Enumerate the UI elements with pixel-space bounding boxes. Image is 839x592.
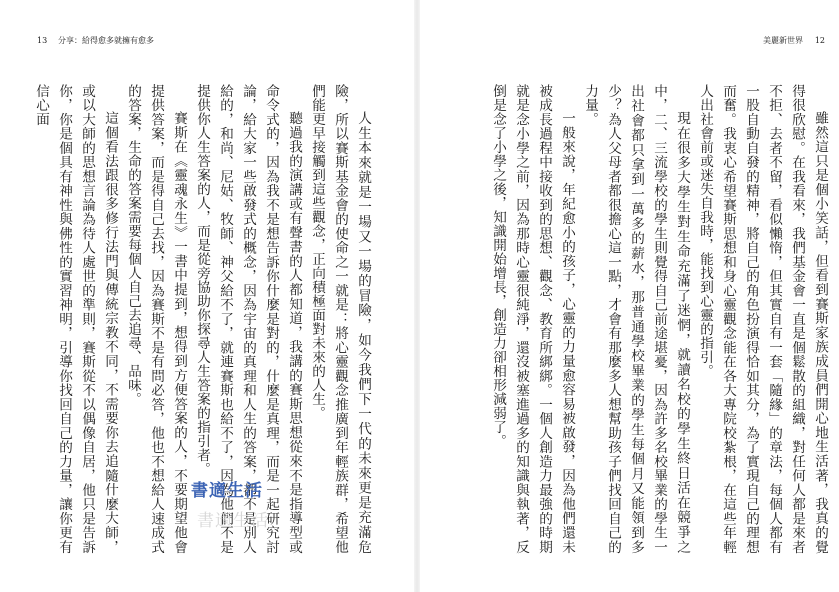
watermark-logo: 書適生活 xyxy=(191,481,263,501)
left-running-head: 分享：給得愈多就擁有愈多 xyxy=(58,36,154,45)
right-paragraph-1: 雖然這只是個小笑話，但看到賽斯家族成員們開心地生活著，我真的覺得很欣慰。在我看來，我們基金會一直是個鬆散的組織，對任何人都是來者不拒、去者不留，看似懶惰，但其實自有一套「隨緣」的章法，每個人都有一股自動自發的精神，將自己的角色扮演得恰如其分，為了實現自己的理想而奮。我衷心希望賽斯思想和身心靈觀念能在各大專院校紮根，在這些年輕人出社會前或迷失自我時，能找到心靈的指引。 xyxy=(697,84,828,554)
left-paragraph-4: 這個看法跟很多修行法門與傳統宗教不同，不需要你去追隨什麼大師，或以大師的思想言論為待人處世的準則，賽斯從不以偶像自居，他只是告訴你，你是個具有神性與佛性的實習神明，引導你找回自己的力量，讓你更有信心面 xyxy=(33,84,118,554)
right-body-text xyxy=(429,84,831,554)
right-paragraph-3: 一般來說，年紀愈小的孩子，心靈的力量愈容易被啟發，因為他們還未被成長過程中接收到的思想、觀念、教育所綁綁。一個人創造力最強的時期就是念小學之前，因為那時心靈很純淨，還沒被塞進過多的知識與執著，反倒是念了小學之後，知識開始增長，創造力卻相形減弱了。 xyxy=(490,84,575,554)
right-running-head: 美麗新世界 xyxy=(763,36,803,45)
left-page-number: 13 xyxy=(37,36,48,45)
left-page xyxy=(0,0,414,592)
left-paragraph-2: 聽過我的演講或有聲書的人都知道，我講的賽斯思想從來不是指導型或命令式的，因為我不是想告訴你什麼是對的，什麼是真理，而是一起研究討論，給大家一些啟發式的概念，因為宇宙的真理和人生的答案，都不是別人給的，和尚、尼姑、牧師、神父給不了，就連賽斯也給不了，因為他們不是提供你人生答案的人，而是從旁協助你探尋人生答案的指引者。 xyxy=(194,84,302,554)
right-page-number: 12 xyxy=(814,36,825,45)
right-page xyxy=(420,0,839,592)
watermark-ghost: 書適生活 xyxy=(197,511,269,531)
left-paragraph-3: 賽斯在《靈魂永生》一書中提到，想得到方便答案的人，不要期望他會提供答案，而是得自己去找，因為賽斯不是有問必答，他也不想給人速成式的答案，生命的答案需要每個人自己去追尋、品味。 xyxy=(125,84,187,554)
left-paragraph-1: 人生本來就是一場又一場的冒險，如今我們下一代的未來更是充滿危險，所以賽斯基金會的使命之一就是：將心靈觀念推廣到年輕族群，希望他們能更早接觸到這些觀念，正向積極面對未來的人生。 xyxy=(309,84,371,554)
right-paragraph-2: 現在很多大學生對生命充滿了迷惘，就讀名校的學生終日活在競爭之中，二、三流學校的學生則覺得自己前途堪憂，因為許多名校畢業的學生一出社會都只拿到一萬多的薪水，那普通學校畢業的學生每個月又能領到多少？為人父母者都很擔心這一點，才會有那麼多人想幫助孩子們找回自己的力量。 xyxy=(582,84,690,554)
